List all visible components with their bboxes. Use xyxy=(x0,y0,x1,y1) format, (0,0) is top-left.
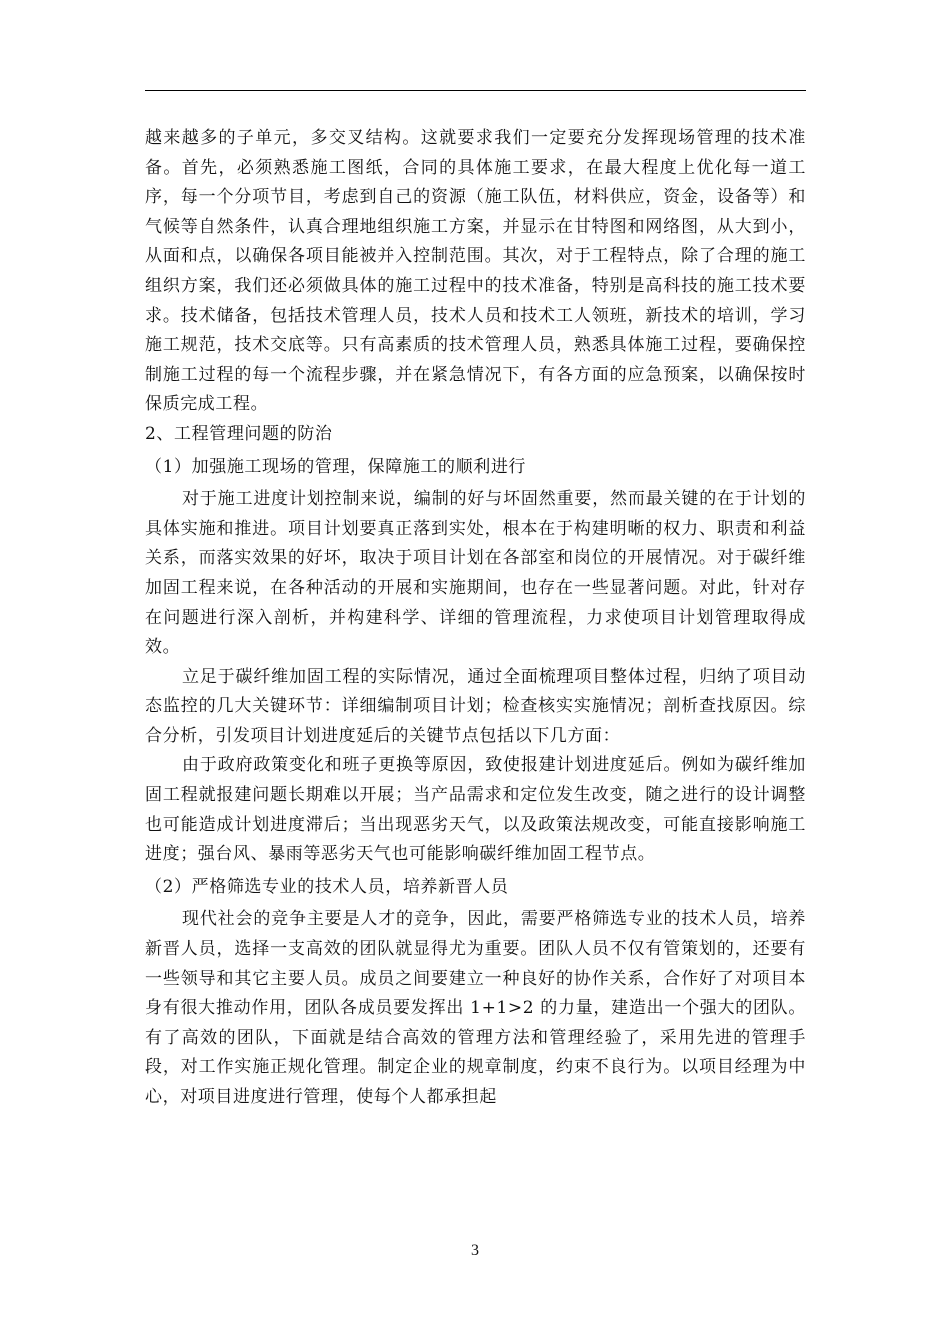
paragraph-talent: 现代社会的竞争主要是人才的竞争，因此，需要严格筛选专业的技术人员，培养新晋人员，选择一支高效的团队就显得尤为重要。团队人员不仅有管策划的，还要有一些领导和其它主要人员。成员之间要建立一种良好的协作关系，合作好了对项目本身有很大推动作用，团队各成员要发挥出 1+1>2 的力量，建造出一个强大的团队。有了高效的团队，下面就是结合高效的管理方法和管理经验了，采用先进的管理手段，对工作实施正规化管理。制定企业的规章制度，约束不良行为。以项目经理为中心，对项目进度进行管理，使每个人都承担起 xyxy=(145,909,806,1107)
document-body xyxy=(145,124,806,1113)
subsection-heading-2: （2）严格筛选专业的技术人员，培养新晋人员 xyxy=(145,876,509,897)
header-rule xyxy=(145,90,806,91)
paragraph-intro: 越来越多的子单元，多交叉结构。这就要求我们一定要充分发挥现场管理的技术准备。首先，必须熟悉施工图纸，合同的具体施工要求，在最大程度上优化每一道工序，每一个分项节目，考虑到自己的资源（施工队伍，材料供应，资金，设备等）和气候等自然条件，认真合理地组织施工方案，并显示在甘特图和网络图，从大到小，从面和点，以确保各项目能被并入控制范围。其次，对于工程特点，除了合理的施工组织方案，我们还必须做具体的施工过程中的技术准备，特别是高科技的施工技术要求。技术储备，包括技术管理人员，技术人员和技术工人领班，新技术的培训，学习施工规范，技术交底等。只有高素质的技术管理人员，熟悉具体施工过程，要确保控制施工过程的每一个流程步骤，并在紧急情况下，有各方面的应急预案，以确保按时保质完成工程。 xyxy=(145,128,806,415)
paragraph-schedule-control: 对于施工进度计划控制来说，编制的好与坏固然重要，然而最关键的在于计划的具体实施和推进。项目计划要真正落到实处，根本在于构建明晰的权力、职责和利益关系，而落实效果的好坏，取决于项目计划在各部室和岗位的开展情况。对于碳纤维加固工程来说，在各种活动的开展和实施期间，也存在一些显著问题。对此，针对存在问题进行深入剖析，并构建科学、详细的管理流程，力求使项目计划管理取得成效。 xyxy=(145,489,806,658)
paragraph-delay-causes: 由于政府政策变化和班子更换等原因，致使报建计划进度延后。例如为碳纤维加固工程就报建问题长期难以开展；当产品需求和定位发生改变，随之进行的设计调整也可能造成计划进度滞后；当出现恶劣天气，以及政策法规改变，可能直接影响施工进度；强台风、暴雨等恶劣天气也可能影响碳纤维加固工程节点。 xyxy=(145,755,806,865)
section-heading: 2、工程管理问题的防治 xyxy=(145,423,333,444)
paragraph-key-links: 立足于碳纤维加固工程的实际情况，通过全面梳理项目整体过程，归纳了项目动态监控的几大关键环节：详细编制项目计划；检查核实实施情况；剖析查找原因。综合分析，引发项目计划进度延后的关键节点包括以下几方面： xyxy=(145,666,806,746)
subsection-heading-1: （1）加强施工现场的管理，保障施工的顺利进行 xyxy=(145,456,527,477)
page-number: 3 xyxy=(471,1242,479,1259)
